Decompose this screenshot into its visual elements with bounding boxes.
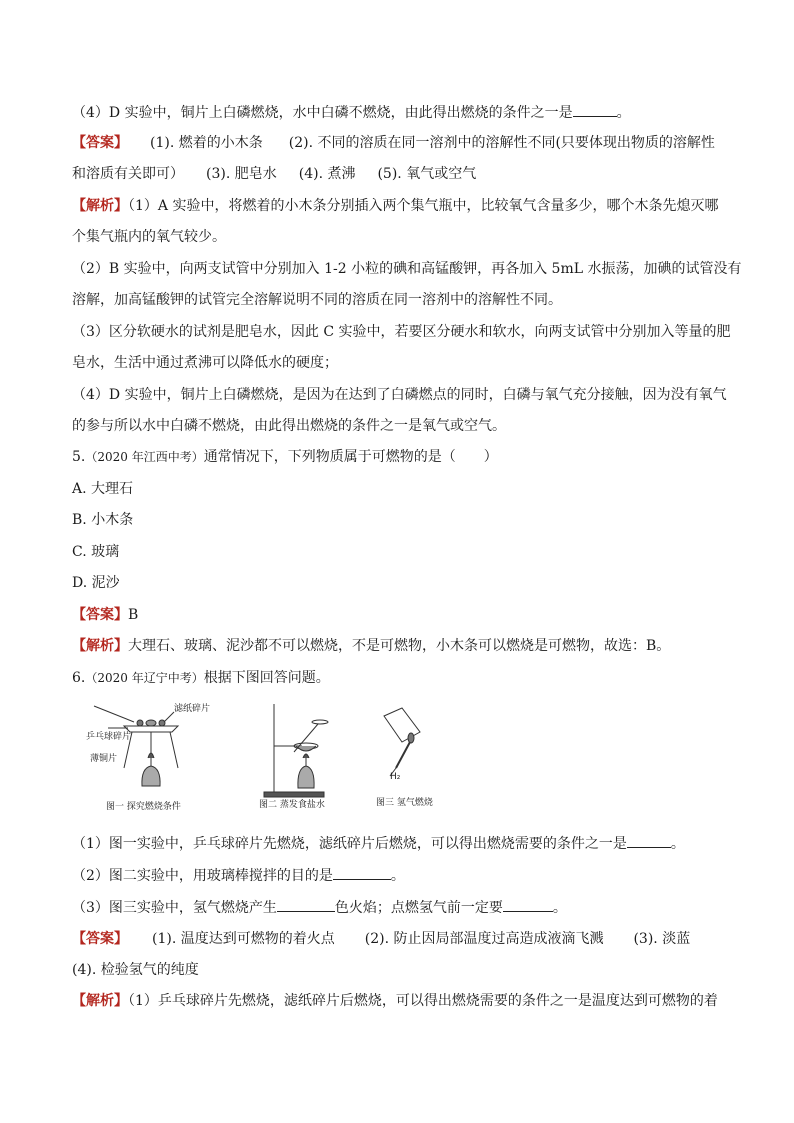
q4-part4-end: 。 — [616, 105, 631, 121]
q5-answer-line — [72, 605, 138, 625]
q6-subq3-text-b: 色火焰；点燃氢气前一定要 — [334, 900, 503, 916]
q6-answer-line — [72, 929, 690, 949]
experiment-figure — [84, 702, 494, 812]
answer-blank[interactable] — [573, 102, 617, 117]
q6-subq2-end: 。 — [390, 868, 405, 884]
q6-number: 6. — [72, 670, 86, 686]
q6-subq3-end: 。 — [552, 900, 567, 916]
figure1-apparatus — [94, 706, 178, 786]
label-filter-paper: 滤纸碎片 — [174, 704, 211, 714]
q4-answer-4: (4). 煮沸 — [298, 166, 356, 182]
q5-option-d: D. 泥沙 — [72, 575, 120, 591]
q5-stem: 通常情况下，下列物质属于可燃物的是（ ） — [203, 449, 498, 465]
analysis-tag: 【解析】 — [72, 638, 128, 654]
q4-answer-5: (5). 氧气或空气 — [377, 166, 477, 182]
q6-answer-1: (1). 温度达到可燃物的着火点 — [152, 931, 335, 947]
answer-tag: 【答案】 — [72, 135, 128, 151]
q4-analysis-line-1 — [72, 196, 718, 216]
q4-answer-line-2 — [72, 164, 476, 184]
q4-answer-2: (2). 不同的溶质在同一溶剂中的溶解性不同(只要体现出物质的溶解性 — [288, 135, 715, 151]
q6-subq1-line — [72, 833, 685, 854]
q5-option-b: B. 小木条 — [72, 512, 134, 528]
q6-answer-3: (3). 淡蓝 — [633, 931, 691, 947]
caption-figure2: 图二 蒸发食盐水 — [259, 800, 325, 810]
caption-figure3: 图三 氢气燃烧 — [376, 798, 433, 808]
q6-subq2-text: （2）图二实验中，用玻璃棒搅拌的目的是 — [72, 868, 333, 884]
q4-analysis-1a: （1）A 实验中，将燃着的小木条分别插入两个集气瓶中，比较氧气含量多少，哪个木条先熄灭哪 — [128, 198, 719, 214]
q4-part4-text: （4）D 实验中，铜片上白磷燃烧，水中白磷不燃烧，由此得出燃烧的条件之一是 — [72, 105, 573, 121]
answer-blank[interactable] — [627, 833, 671, 848]
q4-analysis-line-3: （2）B 实验中，向两支试管中分别加入 1-2 小粒的碘和高锰酸钾，再各加入 5mL 水振荡，加碘的试管没有 — [72, 261, 742, 277]
q5-option-a: A. 大理石 — [72, 481, 134, 497]
q4-answer-line — [72, 133, 715, 153]
q4-analysis-line-5: （3）区分软硬水的试剂是肥皂水，因此 C 实验中，若要区分硬水和软水，向两支试管中分别加入等量的肥 — [72, 324, 731, 340]
q5-number: 5. — [72, 449, 86, 465]
q4-analysis-line-6: 皂水，生活中通过煮沸可以降低水的硬度； — [72, 355, 338, 371]
q6-stem-line — [72, 668, 330, 688]
figure3-apparatus — [384, 708, 420, 776]
q4-analysis-line-8: 的参与所以水中白磷不燃烧，由此得出燃烧的条件之一是氧气或空气。 — [72, 418, 506, 434]
answer-blank[interactable] — [277, 897, 335, 912]
q6-subq1-text: （1）图一实验中，乒乓球碎片先燃烧，滤纸碎片后燃烧，可以得出燃烧需要的条件之一是 — [72, 836, 627, 852]
q4-analysis-line-7: （4）D 实验中，铜片上白磷燃烧，是因为在达到了白磷燃点的同时，白磷与氧气充分接触，因为没有氧气 — [72, 387, 727, 403]
q5-source: （2020 年江西中考） — [85, 450, 204, 464]
q5-answer: B — [128, 607, 139, 623]
q4-answer-1: (1). 燃着的小木条 — [150, 135, 263, 151]
q4-part4-line — [72, 102, 631, 123]
q5-analysis: 大理石、玻璃、泥沙都不可以燃烧，不是可燃物，小木条可以燃烧是可燃物，故选：B。 — [128, 638, 671, 654]
q6-source: （2020 年辽宁中考） — [85, 671, 204, 685]
q6-subq3-line — [72, 897, 567, 918]
q6-subq1-end: 。 — [670, 836, 685, 852]
q6-answer-line-2: (4). 检验氢气的纯度 — [72, 962, 199, 978]
q4-analysis-line-2: 个集气瓶内的氧气较少。 — [72, 229, 226, 245]
analysis-tag: 【解析】 — [72, 198, 128, 214]
q6-stem: 根据下图回答问题。 — [203, 670, 330, 686]
answer-blank[interactable] — [333, 865, 391, 880]
answer-blank[interactable] — [503, 897, 553, 912]
label-h2: H₂ — [390, 772, 401, 782]
q5-stem-line — [72, 447, 498, 467]
q6-analysis-1: （1）乒乓球碎片先燃烧，滤纸碎片后燃烧，可以得出燃烧需要的条件之一是温度达到可燃物的着 — [128, 993, 718, 1009]
answer-tag: 【答案】 — [72, 931, 128, 947]
caption-figure1: 图一 探究燃烧条件 — [106, 802, 181, 812]
q5-analysis-line — [72, 636, 670, 656]
q5-option-c: C. 玻璃 — [72, 544, 120, 560]
label-pingpong: 乒乓球碎片 — [86, 732, 132, 742]
analysis-tag: 【解析】 — [72, 993, 128, 1009]
answer-tag: 【答案】 — [72, 607, 128, 623]
q6-analysis-line — [72, 991, 718, 1011]
q6-subq3-text-a: （3）图三实验中，氢气燃烧产生 — [72, 900, 277, 916]
figure2-apparatus — [264, 704, 328, 797]
q4-analysis-line-4: 溶解，加高锰酸钾的试管完全溶解说明不同的溶质在同一溶剂中的溶解性不同。 — [72, 292, 562, 308]
q6-subq2-line — [72, 865, 405, 886]
q4-answer-3: (3). 肥皂水 — [206, 166, 277, 182]
q6-answer-2: (2). 防止因局部温度过高造成液滴飞溅 — [364, 931, 604, 947]
experiment-diagram — [84, 702, 494, 812]
label-copper-plate: 薄铜片 — [90, 754, 118, 764]
q4-answer-2b: 和溶质有关即可） — [72, 166, 184, 182]
